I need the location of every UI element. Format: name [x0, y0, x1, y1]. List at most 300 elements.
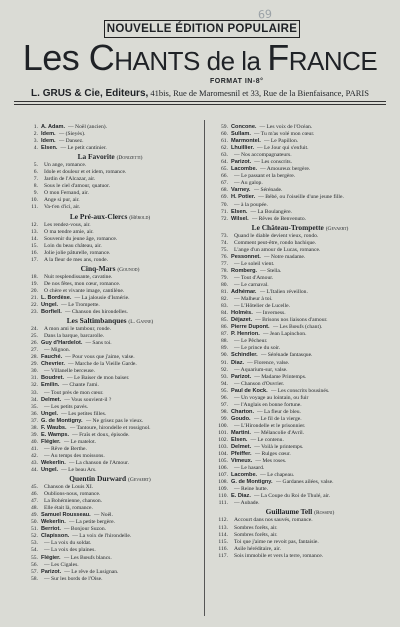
- song-number: 25.: [31, 333, 38, 340]
- song-row: [212, 233, 388, 240]
- song-number: 11.: [31, 204, 38, 211]
- song-number: 83.: [221, 303, 228, 310]
- song-title: De nos fêtes, mon cœur, romance.: [44, 280, 121, 287]
- song-title: Ange si pur, air.: [44, 197, 80, 204]
- song-row: [212, 166, 388, 173]
- song-number: 18.: [31, 273, 38, 280]
- song-title: — Voilà le printemps.: [254, 444, 304, 451]
- song-composer: Flégier.: [41, 438, 61, 445]
- song-number: 51.: [31, 526, 38, 533]
- song-row: [22, 526, 198, 533]
- song-number: 77.: [221, 260, 228, 267]
- song-composer: Romberg.: [231, 267, 258, 274]
- song-title: Sombres forêts, air.: [234, 531, 278, 538]
- song-row: [212, 430, 388, 437]
- song-title: — Inverness.: [255, 310, 286, 317]
- song-row: [212, 317, 388, 324]
- song-title: — Mignon.: [44, 347, 71, 354]
- song-row: [22, 569, 198, 576]
- song-title: — Chanson d'Ouvrier.: [234, 380, 285, 387]
- song-number: 88.: [221, 338, 228, 345]
- song-title: — L'Hirondelle et le prisonnier.: [234, 422, 306, 429]
- publisher-line: [0, 88, 400, 99]
- song-number: 37.: [31, 417, 38, 424]
- song-composer: G. de Montigny.: [41, 417, 83, 424]
- title-f: F: [267, 37, 289, 78]
- song-title: — La chanson de l'Amour.: [68, 459, 129, 466]
- song-row: [212, 247, 388, 254]
- left-song-column: [22, 124, 198, 583]
- song-title: — La Coupe du Roi de Thulé, air.: [253, 493, 331, 500]
- song-number: 3.: [33, 138, 38, 145]
- song-title: — Jean Lapinchon.: [262, 331, 307, 338]
- main-title: [0, 37, 400, 78]
- song-row: [212, 388, 388, 395]
- song-title: — Noël.: [93, 512, 114, 519]
- song-row: [212, 451, 388, 458]
- song-row: [22, 197, 198, 204]
- song-number: 98.: [221, 408, 228, 415]
- song-title: — Au temps des moissons.: [44, 452, 105, 459]
- song-row: [212, 493, 388, 500]
- song-row: [212, 381, 388, 388]
- song-row: [212, 254, 388, 261]
- song-number: 69.: [221, 194, 228, 201]
- song-number: 71.: [221, 208, 228, 215]
- song-title: A mon ami le tambour, ronde.: [44, 326, 112, 333]
- section-composer: (Rossini): [314, 510, 335, 517]
- song-row: [22, 222, 198, 229]
- song-number: 79.: [221, 274, 228, 281]
- song-number: 75.: [221, 246, 228, 253]
- song-title: — L'Hôtelier de Lucelle.: [234, 303, 290, 310]
- song-number: 4.: [33, 145, 38, 152]
- song-number: 32.: [31, 382, 38, 389]
- song-row: [22, 460, 198, 467]
- song-row: [212, 180, 388, 187]
- song-number: 117.: [218, 552, 228, 559]
- song-composer: Adhémar.: [231, 289, 257, 296]
- song-row: [212, 138, 388, 145]
- song-row: [22, 453, 198, 460]
- song-number: 63.: [221, 152, 228, 159]
- song-row: [212, 202, 388, 209]
- song-title: — La voix de l'hirondelle.: [72, 533, 132, 540]
- song-number: 97.: [221, 401, 228, 408]
- edition-label: NOUVELLE ÉDITION POPULAIRE: [106, 23, 298, 35]
- song-composer: Martini.: [231, 429, 251, 436]
- song-row: [212, 517, 388, 524]
- song-title: — Le rêve de Lusignan.: [64, 568, 119, 575]
- song-composer: Schindler.: [231, 352, 258, 359]
- song-row: [22, 257, 198, 264]
- section-heading: [22, 474, 198, 484]
- song-title: — Sérénade.: [253, 187, 283, 194]
- song-composer: Clapisson.: [41, 533, 70, 540]
- song-composer: Wekerlin.: [41, 459, 66, 466]
- song-number: 17.: [31, 256, 38, 263]
- song-row: [212, 444, 388, 451]
- song-title: O chère et vivante image, cantilène.: [44, 287, 125, 294]
- song-number: 62.: [221, 145, 228, 152]
- song-composer: G. de Montigny.: [231, 479, 273, 486]
- song-composer: Idem.: [41, 138, 56, 145]
- section-title: Cinq-Mars: [80, 263, 116, 273]
- song-row: [212, 131, 388, 138]
- song-title: — La fleur de bleu.: [257, 408, 301, 415]
- song-number: 78.: [221, 267, 228, 274]
- song-title: — Chante l'ami.: [62, 382, 99, 389]
- song-row: [212, 525, 388, 532]
- song-number: 108.: [218, 479, 228, 486]
- song-number: 94.: [221, 380, 228, 387]
- song-title: — Gardanes ailées, valse.: [275, 479, 334, 486]
- song-title: Comment peut-être, rondo bachique.: [234, 239, 317, 246]
- song-row: [22, 204, 198, 211]
- song-row: [212, 395, 388, 402]
- song-number: 57.: [31, 568, 38, 575]
- song-title: — La Boulangère.: [250, 208, 292, 215]
- section-heading: [22, 212, 198, 222]
- song-row: [22, 484, 198, 491]
- song-number: 60.: [221, 131, 228, 138]
- song-number: 101.: [218, 429, 228, 436]
- song-composer: Ungel.: [41, 301, 59, 308]
- song-composer: Paul de Kock.: [231, 387, 268, 394]
- song-row: [212, 546, 388, 553]
- song-row: [22, 432, 198, 439]
- song-row: [212, 374, 388, 381]
- section-title: Guillaume Tell: [265, 507, 313, 517]
- section-title: Les Saltimbanques: [66, 316, 127, 326]
- song-title: — Les Bœufs blancs.: [63, 554, 112, 561]
- song-number: 93.: [221, 373, 228, 380]
- song-title: — Le carnaval.: [234, 281, 269, 288]
- song-title: — La jalousie d'Ismérie.: [74, 294, 130, 301]
- song-number: 67.: [221, 180, 228, 187]
- song-title: — Ne grisez pas le vieux.: [85, 417, 144, 424]
- section-heading: [22, 316, 198, 326]
- song-composer: Charton.: [231, 408, 254, 415]
- song-title: — Tout près de mon cœur.: [44, 389, 104, 396]
- song-number: 82.: [221, 296, 228, 303]
- section-composer: (Hérold): [129, 214, 151, 221]
- song-row: [212, 500, 388, 507]
- song-title: Accourt dans nos sauvés, romance.: [234, 517, 313, 524]
- song-number: 109.: [218, 486, 228, 493]
- song-title: — Bébé, ou l'oiseille d'une jeune fille.: [258, 194, 344, 201]
- song-number: 43.: [31, 459, 38, 466]
- song-title: — Aubade.: [234, 500, 260, 507]
- song-composer: Samuel Rousseau.: [41, 512, 91, 519]
- section-composer: (Gounod): [117, 266, 140, 273]
- song-number: 39.: [31, 431, 38, 438]
- song-number: 116.: [218, 545, 228, 552]
- song-number: 55.: [31, 554, 38, 561]
- title-la: la: [241, 46, 268, 76]
- section-title: Le Château-Trompette: [251, 222, 324, 232]
- song-number: 35.: [31, 403, 38, 410]
- song-row: [22, 183, 198, 190]
- song-number: 9.: [33, 190, 38, 197]
- song-title: — Chanson des hirondelles.: [64, 309, 128, 316]
- song-number: 1.: [33, 124, 38, 130]
- song-number: 87.: [221, 331, 228, 338]
- song-title: — Marche de la Vieille Garde.: [67, 361, 137, 368]
- song-row: [22, 274, 198, 281]
- song-number: 107.: [218, 472, 228, 479]
- song-composer: Elsen.: [231, 437, 248, 444]
- song-composer: Berriot.: [41, 526, 61, 533]
- song-composer: Lacombe.: [231, 472, 258, 479]
- song-row: [22, 404, 198, 411]
- song-row: [212, 352, 388, 359]
- song-title: — Le beau Ars.: [61, 467, 97, 474]
- song-row: [22, 425, 198, 432]
- song-title: — Pour vous que j'aime, valse.: [65, 354, 135, 361]
- song-title: — Malheur à toi.: [234, 296, 273, 303]
- song-composer: Borfiell.: [41, 309, 62, 316]
- song-title: — Florence, valse.: [247, 359, 290, 366]
- song-number: 2.: [33, 131, 38, 138]
- song-title: — Le soleil vient.: [234, 260, 275, 267]
- song-title: Sous le ciel d'amour, quatuor.: [44, 183, 111, 190]
- song-composer: F. Waubs.: [41, 424, 67, 431]
- song-title: Va-t'en d'ici, air.: [44, 204, 81, 211]
- song-composer: Boudret.: [41, 375, 64, 382]
- song-row: [22, 295, 198, 302]
- song-row: [212, 472, 388, 479]
- song-row: [22, 281, 198, 288]
- song-row: [212, 145, 388, 152]
- section-heading: [22, 152, 198, 162]
- song-row: [22, 347, 198, 354]
- section-heading: [212, 507, 388, 517]
- song-number: 96.: [221, 394, 228, 401]
- song-row: [212, 465, 388, 472]
- song-number: 50.: [31, 519, 38, 526]
- song-number: 29.: [31, 361, 38, 368]
- song-composer: Pierre Dupont.: [231, 324, 270, 331]
- song-number: 61.: [221, 138, 228, 145]
- song-composer: Parizot.: [231, 373, 252, 380]
- song-title: Oublions-nous, romance.: [44, 491, 101, 498]
- song-row: [22, 533, 198, 540]
- song-number: 104.: [218, 451, 228, 458]
- song-row: [22, 302, 198, 309]
- song-title: La Bohémienne, chanson.: [44, 498, 103, 505]
- song-number: 72.: [221, 215, 228, 222]
- song-row: [22, 519, 198, 526]
- song-row: [22, 162, 198, 169]
- song-composer: Pfeiffer.: [231, 451, 252, 458]
- song-row: [22, 375, 198, 382]
- title-hants: HANTS: [114, 46, 207, 76]
- song-row: [212, 423, 388, 430]
- song-title: — Les petites filles.: [61, 410, 107, 417]
- song-number: 110.: [218, 493, 228, 500]
- song-title: Toi que j'aime ne revoit pas, fantaisie.: [234, 538, 319, 545]
- song-title: — Le Jour qui s'enfuit.: [257, 145, 309, 152]
- song-composer: Lacombe.: [231, 166, 258, 173]
- song-row: [212, 209, 388, 216]
- song-title: — (Sieyès).: [58, 131, 86, 138]
- song-title: Asile héréditaire, air.: [234, 545, 281, 552]
- song-title: — Un voyage au lointain, ou fuir: [234, 394, 309, 401]
- song-title: Elle était là, romance.: [44, 505, 93, 512]
- title-les: Les: [22, 37, 89, 78]
- song-row: [22, 340, 198, 347]
- song-row: [22, 512, 198, 519]
- song-title: — Tantoure, hirondelle et rossignol.: [69, 424, 151, 431]
- song-composer: H. Potier.: [231, 194, 256, 201]
- song-number: 8.: [33, 183, 38, 190]
- song-number: 106.: [218, 465, 228, 472]
- song-title: Dans la barque, barcarolle.: [44, 333, 105, 340]
- song-row: [212, 194, 388, 201]
- song-title: — Le hasard.: [234, 465, 265, 472]
- song-row: [212, 367, 388, 374]
- song-number: 30.: [31, 368, 38, 375]
- song-title: Sombres forêts, air.: [234, 524, 278, 531]
- song-row: [212, 486, 388, 493]
- song-title: — Brisons nos liaisons d'amour.: [255, 317, 328, 324]
- song-row: [22, 124, 198, 131]
- song-title: — Sérénade fantasque.: [260, 352, 313, 359]
- song-number: 70.: [221, 201, 228, 208]
- song-title: — Le Baiser de mon baiser.: [67, 375, 130, 382]
- song-row: [212, 152, 388, 159]
- song-row: [22, 397, 198, 404]
- song-number: 49.: [31, 512, 38, 519]
- song-composer: Flégier.: [41, 554, 61, 561]
- song-row: [212, 360, 388, 367]
- song-row: [212, 296, 388, 303]
- song-row: [212, 338, 388, 345]
- song-row: [212, 539, 388, 546]
- song-title: — Le prince du soir.: [234, 345, 281, 352]
- song-row: [22, 446, 198, 453]
- song-number: 31.: [31, 375, 38, 382]
- song-title: A la fleur de mes ans, ronde.: [44, 256, 108, 263]
- song-title: Loin du beau château, air.: [44, 242, 102, 249]
- song-title: — Madame Printemps.: [254, 373, 307, 380]
- song-title: — Au galop.: [234, 180, 263, 187]
- song-row: [22, 229, 198, 236]
- song-title: — à la poupée.: [234, 201, 268, 208]
- song-composer: Marmontel.: [231, 138, 261, 145]
- song-row: [212, 282, 388, 289]
- song-row: [22, 169, 198, 176]
- song-composer: Varney.: [231, 187, 251, 194]
- song-number: 15.: [31, 242, 38, 249]
- song-row: [212, 216, 388, 223]
- song-title: — Notre madame.: [263, 253, 306, 260]
- song-title: — Tout d'Amour.: [234, 274, 274, 281]
- song-composer: Sullam.: [231, 131, 251, 138]
- song-title: — Villanelle berceuse.: [44, 368, 95, 375]
- song-number: 48.: [31, 505, 38, 512]
- song-number: 53.: [31, 540, 38, 547]
- song-row: [212, 303, 388, 310]
- song-number: 23.: [31, 309, 38, 316]
- song-row: [22, 176, 198, 183]
- song-title: — Rulges cœur.: [254, 451, 291, 458]
- song-number: 13.: [31, 228, 38, 235]
- song-number: 113.: [218, 524, 228, 531]
- song-number: 114.: [218, 531, 228, 538]
- song-title: — Le Pêcheur.: [234, 338, 268, 345]
- title-de: de: [206, 46, 242, 76]
- song-composer: Lhuillier.: [231, 145, 255, 152]
- song-row: [212, 310, 388, 317]
- song-composer: Emilin.: [41, 382, 60, 389]
- song-title: — Le fil de la vierge.: [253, 415, 302, 422]
- song-number: 92.: [221, 366, 228, 373]
- song-number: 22.: [31, 301, 38, 308]
- song-title: O mon Fernand, air.: [44, 190, 89, 197]
- song-number: 27.: [31, 347, 38, 354]
- song-number: 33.: [31, 389, 38, 396]
- song-row: [22, 309, 198, 316]
- column-divider: [204, 120, 205, 616]
- song-title: Nuit resplendissante, cavatine.: [44, 273, 113, 280]
- song-row: [22, 333, 198, 340]
- song-row: [22, 354, 198, 361]
- song-composer: Guy d'Hardelot.: [41, 340, 83, 347]
- publisher-name: L. GRUS & Cie, Editeurs,: [31, 88, 149, 99]
- song-title: Souvenir du jeune âge, romance.: [44, 235, 118, 242]
- song-title: — Le passant et la bergère.: [234, 173, 296, 180]
- section-composer: (Gevaert): [128, 477, 151, 484]
- song-number: 102.: [218, 437, 228, 444]
- song-composer: Holmès.: [231, 310, 253, 317]
- song-row: [22, 243, 198, 250]
- song-row: [22, 250, 198, 257]
- song-title: Chanson de Louis XI.: [44, 484, 94, 491]
- song-row: [212, 268, 388, 275]
- song-number: 5.: [33, 162, 38, 169]
- song-number: 36.: [31, 410, 38, 417]
- section-composer: (L. Ganne): [128, 319, 154, 326]
- song-row: [22, 498, 198, 505]
- song-number: 80.: [221, 281, 228, 288]
- song-row: [22, 540, 198, 547]
- song-number: 47.: [31, 498, 38, 505]
- song-row: [22, 326, 198, 333]
- song-number: 58.: [31, 575, 38, 582]
- song-composer: Parizot.: [231, 159, 252, 166]
- song-row: [212, 345, 388, 352]
- song-title: Un ange, romance.: [44, 162, 87, 169]
- song-row: [22, 467, 198, 474]
- song-composer: Concone.: [231, 124, 257, 130]
- song-row: [212, 553, 388, 560]
- song-row: [22, 145, 198, 152]
- song-number: 105.: [218, 458, 228, 465]
- pencil-mark: 69: [257, 7, 273, 22]
- song-row: [212, 409, 388, 416]
- section-title: Quentin Durward: [69, 474, 127, 484]
- song-title: — Les Bœufs (chant).: [272, 324, 323, 331]
- song-number: 14.: [31, 235, 38, 242]
- song-title: — Les conscrits bousinés.: [270, 387, 330, 394]
- song-composer: P. Henrion.: [231, 331, 260, 338]
- song-composer: Parizot.: [41, 568, 62, 575]
- song-number: 54.: [31, 547, 38, 554]
- song-composer: Elsen.: [231, 208, 248, 215]
- song-title: — Dansez.: [58, 138, 84, 145]
